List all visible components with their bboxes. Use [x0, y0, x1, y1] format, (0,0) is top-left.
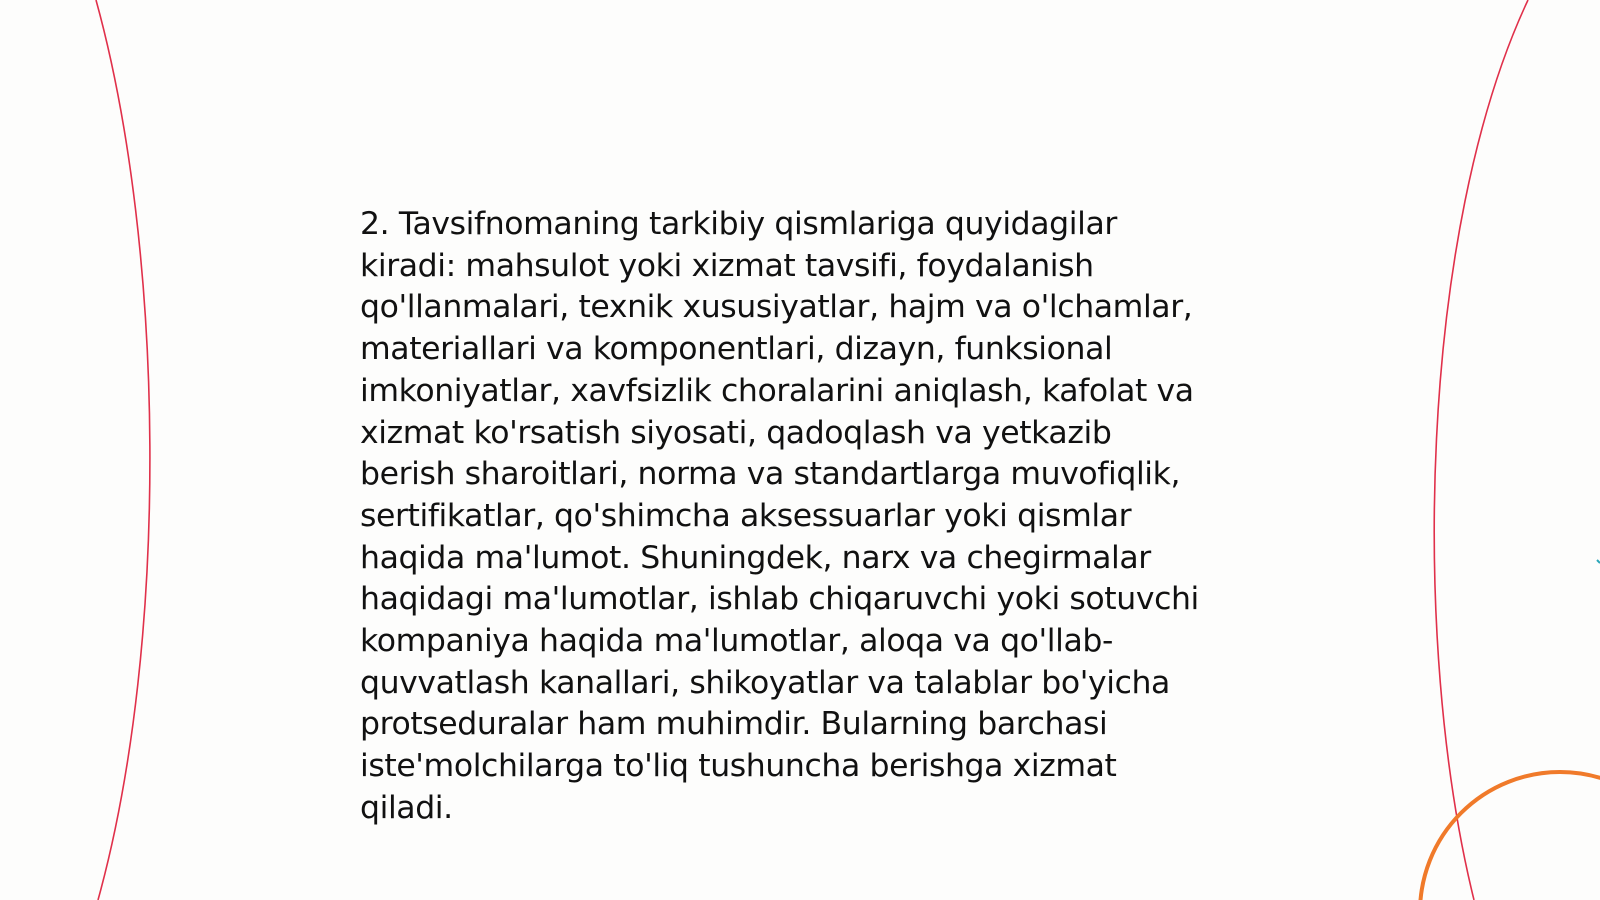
left-red-curve	[96, 0, 150, 900]
body-text: 2. Tavsifnomaning tarkibiy qismlariga quyidagilar kiradi: mahsulot yoki xizmat tavsifi, foydalanish qo'llanmalari, texnik xususiyatlar, hajm va o'lchamlar, materiallari va komponentlari, dizayn, funksional imkoniyatlar, xavfsizlik choralarini aniqlash, kafolat va xizmat ko'rsatish siyosati, qadoqlash va yetkazib berish sharoitlari, norma va standartlarga muvofiqlik, sertifikatlar, qo'shimcha aksessuarlar yoki qismlar haqida ma'lumot. Shuningdek, narx va chegirmalar haqidagi ma'lumotlar, ishlab chiqaruvchi yoki sotuvchi kompaniya haqida ma'lumotlar, aloqa va qo'llab- quvvatlash kanallari, shikoyatlar va talablar bo'yicha protseduralar ham muhimdir. Bularning barchasi iste'molchilarga to'liq tushuncha berishga xizmat qiladi.	[360, 206, 1199, 826]
right-red-curve	[1434, 0, 1528, 900]
orange-circle-outline	[1420, 772, 1600, 900]
